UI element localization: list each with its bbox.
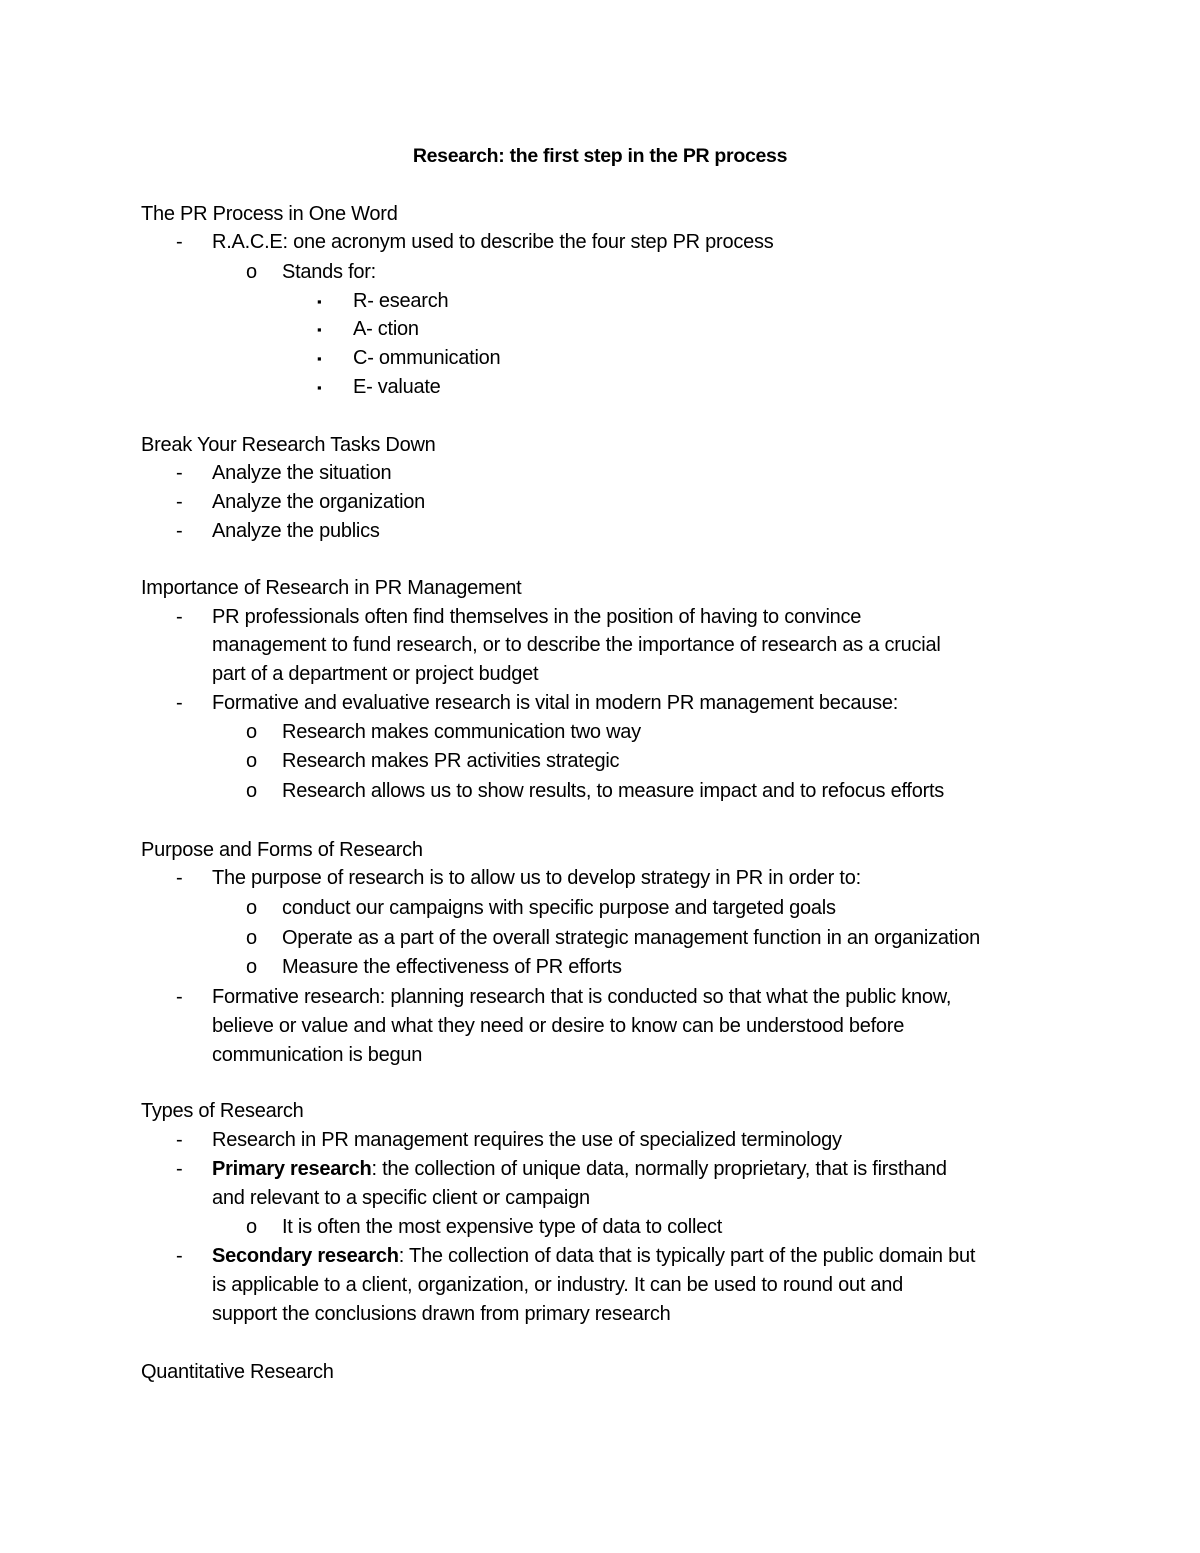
square-bullet-icon: ▪: [317, 294, 322, 309]
list-item-continuation: part of a department or project budget: [212, 663, 539, 685]
dash-bullet: -: [176, 491, 183, 513]
circle-bullet: o: [246, 780, 258, 802]
page-title: Research: the first step in the PR process: [412, 145, 788, 167]
dash-bullet: -: [176, 692, 183, 714]
list-item-continuation: believe or value and what they need or desire to know can be understood before: [212, 1015, 905, 1037]
list-item: Analyze the organization: [212, 491, 426, 513]
list-item: The purpose of research is to allow us to develop strategy in PR in order to:: [212, 867, 861, 889]
primary-research-definition: : the collection of unique data, normally proprietary, that is firsthand: [371, 1158, 947, 1180]
circle-bullet: o: [246, 897, 258, 919]
list-item: Formative and evaluative research is vital in modern PR management because:: [212, 692, 899, 714]
circle-bullet: o: [246, 927, 258, 949]
dash-bullet: -: [176, 606, 183, 628]
list-item-continuation: management to fund research, or to describe the importance of research as a crucial: [212, 634, 941, 656]
list-item-continuation: and relevant to a specific client or campaign: [212, 1187, 590, 1209]
square-bullet-icon: ▪: [317, 322, 322, 337]
list-item-continuation: support the conclusions drawn from primary research: [212, 1303, 671, 1325]
dash-bullet: -: [176, 1245, 183, 1267]
list-item: R- esearch: [353, 290, 449, 312]
dash-bullet: -: [176, 867, 183, 889]
list-item: Research allows us to show results, to measure impact and to refocus efforts: [282, 780, 945, 802]
list-item: PR professionals often find themselves in the position of having to convince: [212, 606, 862, 628]
list-item: Stands for:: [282, 261, 376, 283]
list-item: conduct our campaigns with specific purpose and targeted goals: [282, 897, 836, 919]
section-heading-tasks: Break Your Research Tasks Down: [141, 434, 436, 456]
dash-bullet: -: [176, 231, 183, 253]
square-bullet-icon: ▪: [317, 380, 322, 395]
list-item: R.A.C.E: one acronym used to describe the four step PR process: [212, 231, 774, 253]
secondary-research-definition: : The collection of data that is typically part of the public domain but: [398, 1245, 976, 1267]
circle-bullet: o: [246, 1216, 258, 1238]
square-bullet-icon: ▪: [317, 351, 322, 366]
list-item: A- ction: [353, 318, 419, 340]
circle-bullet: o: [246, 261, 258, 283]
dash-bullet: -: [176, 986, 183, 1008]
circle-bullet: o: [246, 956, 258, 978]
section-heading-quantitative: Quantitative Research: [141, 1361, 334, 1383]
section-heading-types: Types of Research: [141, 1100, 304, 1122]
circle-bullet: o: [246, 750, 258, 772]
dash-bullet: -: [176, 462, 183, 484]
list-item: Analyze the situation: [212, 462, 392, 484]
primary-research-term: Primary research: [212, 1158, 372, 1180]
list-item: Measure the effectiveness of PR efforts: [282, 956, 622, 978]
list-item: Formative research: planning research that is conducted so that what the public know,: [212, 986, 952, 1008]
list-item: C- ommunication: [353, 347, 501, 369]
dash-bullet: -: [176, 1129, 183, 1151]
circle-bullet: o: [246, 721, 258, 743]
list-item: Analyze the publics: [212, 520, 380, 542]
list-item: It is often the most expensive type of data to collect: [282, 1216, 723, 1238]
section-heading-race: The PR Process in One Word: [141, 203, 398, 225]
dash-bullet: -: [176, 520, 183, 542]
list-item: [212, 1155, 947, 1184]
secondary-research-term: Secondary research: [212, 1245, 399, 1267]
section-heading-purpose: Purpose and Forms of Research: [141, 839, 423, 861]
list-item-continuation: communication is begun: [212, 1044, 423, 1066]
list-item: Research makes PR activities strategic: [282, 750, 620, 772]
dash-bullet: -: [176, 1158, 183, 1180]
list-item-continuation: is applicable to a client, organization, or industry. It can be used to round out and: [212, 1274, 904, 1296]
section-heading-importance: Importance of Research in PR Management: [141, 577, 522, 599]
list-item: Research makes communication two way: [282, 721, 641, 743]
list-item: Research in PR management requires the use of specialized terminology: [212, 1129, 842, 1151]
list-item: E- valuate: [353, 376, 441, 398]
list-item: Operate as a part of the overall strategic management function in an organization: [282, 927, 980, 949]
list-item: [212, 1242, 975, 1271]
